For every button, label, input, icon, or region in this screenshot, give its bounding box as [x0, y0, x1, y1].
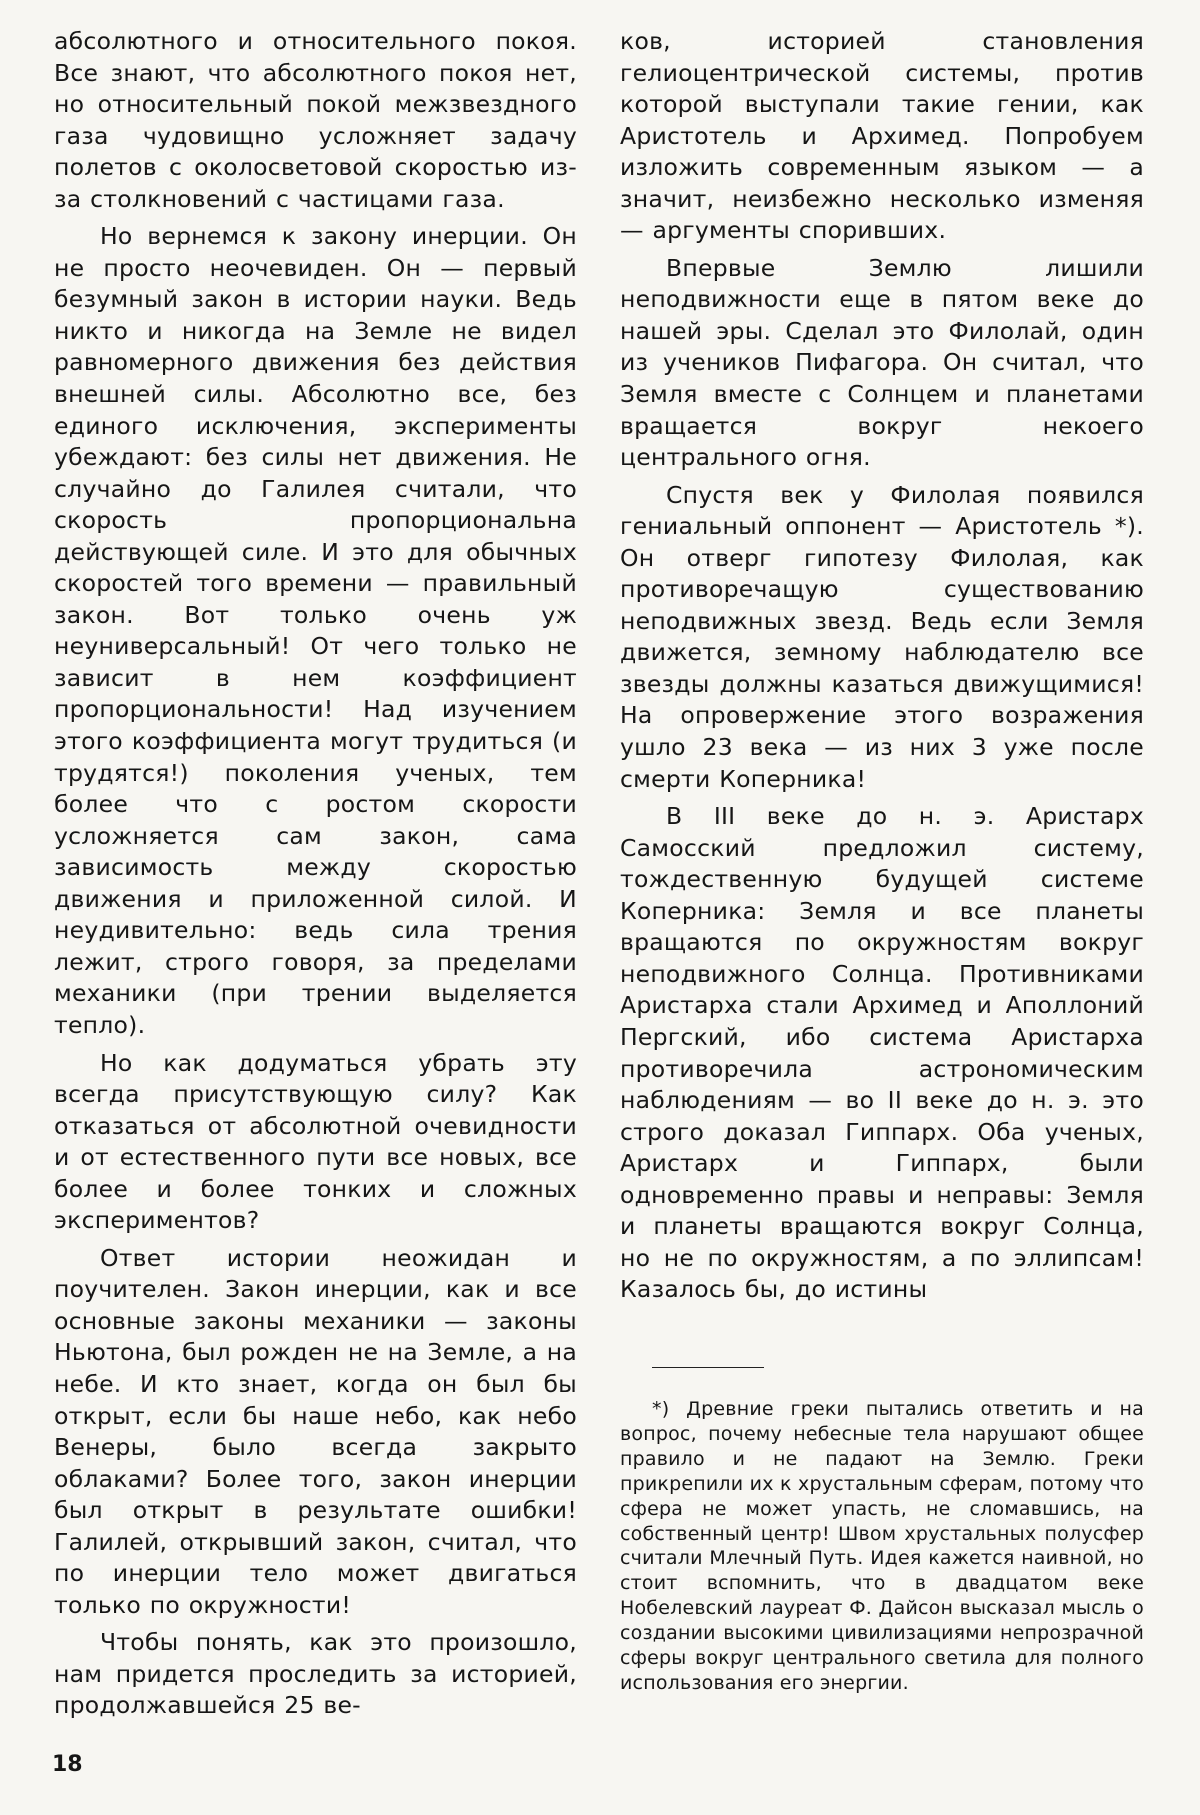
- paragraph: Спустя век у Филолая появился гениальный оппонент — Аристотель *). Он отверг гипотезу Филолая, как противоречащую существованию неподвижных звезд. Ведь если Земля движется, земному наблюдателю все звезды должны казаться движущимися! На опровержение этого возражения ушло 23 века — из них 3 уже после смерти Коперника!: [620, 480, 1144, 793]
- page-number: 18: [52, 1752, 83, 1777]
- paragraph: Чтобы понять, как это произошло, нам придется проследить за историей, продолжавшейся 25 ве-: [54, 1628, 577, 1720]
- footnote-divider: [652, 1367, 764, 1368]
- paragraph: абсолютного и относительного покоя. Все знают, что абсолютного покоя нет, но относительный покой межзвездного газа чудовищно усложняет задачу полетов с околосветовой скоростью из-за столкновений с частицами газа.: [54, 27, 577, 213]
- right-text-column: [620, 26, 1144, 1312]
- paragraph: В III веке до н. э. Аристарх Самосский предложил систему, тождественную будущей системе Коперника: Земля и все планеты вращаются по окружностям вокруг неподвижного Солнца. Противниками Аристарха стали Архимед и Аполлоний Пергский, ибо система Аристарха противоречила астрономическим наблюдениям — во II веке до н. э. это строго доказал Гиппарх. Оба ученых, Аристарх и Гиппарх, были одновременно правы и неправы: Земля и планеты вращаются вокруг Солнца, но не по окружностям, а по эллипсам! Казалось бы, до истины: [620, 802, 1144, 1304]
- paragraph: Но как додуматься убрать эту всегда присутствующую силу? Как отказаться от абсолютной очевидности и от естественного пути все новых, все более и более тонких и сложных экспериментов?: [54, 1048, 577, 1235]
- footnote-text: *) Древние греки пытались ответить и на вопрос, почему небесные тела нарушают общее правило и не падают на Землю. Греки прикрепили их к хрустальным сферам, потому что сфера не может упасть, не сломавшись, на собственный центр! Швом хрустальных полусфер считали Млечный Путь. Идея кажется наивной, но стоит вспомнить, что в двадцатом веке Нобелевский лауреат Ф. Дайсон высказал мысль о создании высокими цивилизациями непрозрачной сферы вокруг центрального светила для полного использования его энергии.: [620, 1398, 1144, 1694]
- paragraph: ков, историей становления гелиоцентрической системы, против которой выступали такие гении, как Аристотель и Архимед. Попробуем изложить современным языком — а значит, неизбежно несколько изменяя — аргументы споривших.: [620, 27, 1144, 245]
- footnote: [620, 1397, 1144, 1696]
- paragraph: Впервые Землю лишили неподвижности еще в пятом веке до нашей эры. Сделал это Филолай, один из учеников Пифагора. Он считал, что Земля вместе с Солнцем и планетами вращается вокруг некоего центрального огня.: [620, 253, 1144, 472]
- left-text-column: [54, 26, 577, 1728]
- paragraph: Ответ истории неожидан и поучителен. Закон инерции, как и все основные законы механики — законы Ньютона, был рожден не на Земле, а на небе. И кто знает, когда он был бы открыт, если бы наше небо, как небо Венеры, было всегда закрыто облаками? Более того, закон инерции был открыт в результате ошибки! Галилей, открывший закон, считал, что по инерции тело может двигаться только по окружности!: [54, 1243, 577, 1619]
- paragraph: Но вернемся к закону инерции. Он не просто неочевиден. Он — первый безумный закон в истории науки. Ведь никто и никогда на Земле не видел равномерного движения без действия внешней силы. Абсолютно все, без единого исключения, эксперименты убеждают: без силы нет движения. Не случайно до Галилея считали, что скорость пропорциональна действующей силе. И это для обычных скоростей того времени — правильный закон. Вот только очень уж неуниверсальный! От чего только не зависит в нем коэффициент пропорциональности! Над изучением этого коэффициента могут трудиться (и трудятся!) поколения ученых, тем более что с ростом скорости усложняется сам закон, сама зависимость между скоростью движения и приложенной силой. И неудивительно: ведь сила трения лежит, строго говоря, за пределами механики (при трении выделяется тепло).: [54, 222, 577, 1039]
